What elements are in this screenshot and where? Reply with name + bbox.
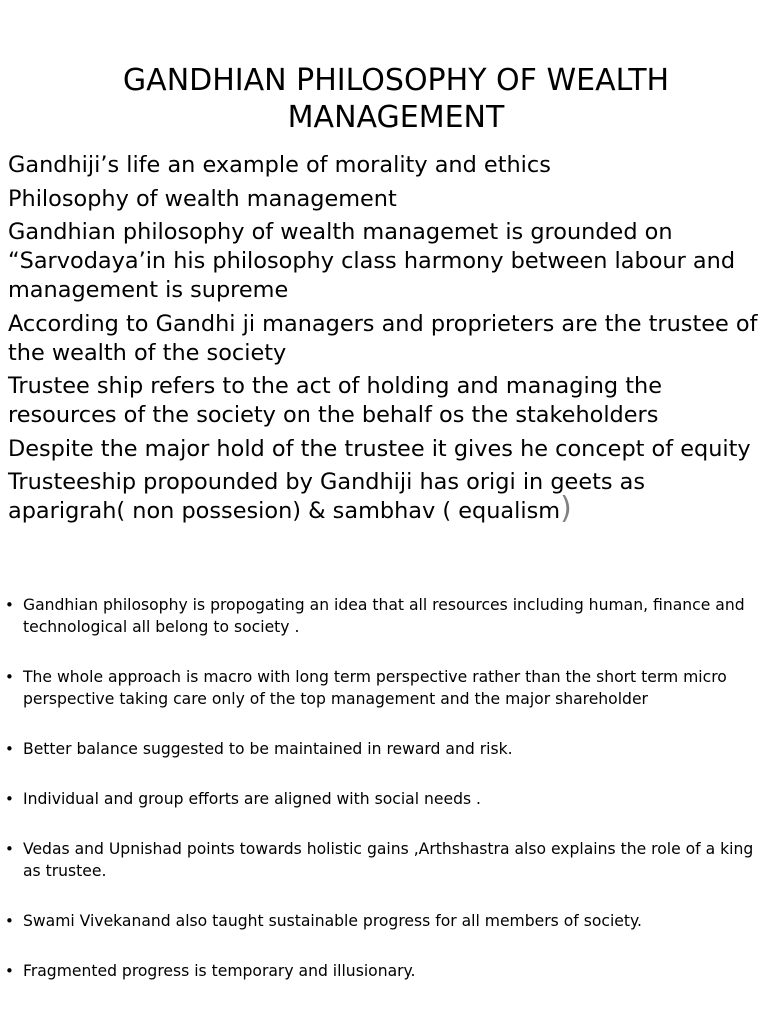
bullet-item <box>5 910 765 932</box>
bullet-dot-icon: • <box>5 790 14 808</box>
main-point: Gandhian philosophy of wealth managemet is grounded on “Sarvodaya’in his philosophy class harmony between labour and management is supreme <box>8 219 736 303</box>
slide-title: GANDHIAN PHILOSOPHY OF WEALTH MANAGEMENT <box>122 63 670 135</box>
bullet-dot-icon: • <box>5 596 14 614</box>
bullet-list <box>5 594 765 1010</box>
bullet-text: Gandhian philosophy is propogating an idea that all resources including human, finance and technological all belong to society . <box>23 596 745 636</box>
bullet-text: Better balance suggested to be maintained in reward and risk. <box>23 740 513 758</box>
main-point: Despite the major hold of the trustee it gives he concept of equity <box>8 435 751 462</box>
bullet-item <box>5 838 765 882</box>
bullet-item <box>5 738 765 760</box>
bullet-dot-icon: • <box>5 668 14 686</box>
main-point: According to Gandhi ji managers and proprieters are the trustee of the wealth of the society <box>8 310 758 366</box>
main-point: Gandhiji’s life an example of morality and ethics <box>8 152 551 178</box>
bullet-item <box>5 960 765 982</box>
main-point: Philosophy of wealth management <box>8 185 397 212</box>
main-point-text: Trusteeship propounded by Gandhiji has origi in geets as aparigrah( non possesion) & sambhav ( equalism <box>8 469 646 524</box>
bullet-text: Individual and group efforts are aligned with social needs . <box>23 790 482 808</box>
bullet-text: Fragmented progress is temporary and illusionary. <box>23 962 416 980</box>
bullet-dot-icon: • <box>5 740 14 758</box>
bullet-item <box>5 594 765 638</box>
bullet-item <box>5 788 765 810</box>
bullet-text: Vedas and Upnishad points towards holistic gains ,Arthshastra also explains the role of a king as trustee. <box>23 840 754 880</box>
bullet-item <box>5 666 765 710</box>
main-point-last <box>8 468 764 526</box>
bullet-dot-icon: • <box>5 962 14 980</box>
main-points-list <box>8 151 764 531</box>
closing-parenthesis: ) <box>560 491 572 526</box>
bullet-dot-icon: • <box>5 912 14 930</box>
bullet-dot-icon: • <box>5 840 14 858</box>
main-point: Trustee ship refers to the act of holding and managing the resources of the society on the behalf os the stakeholders <box>8 373 662 428</box>
bullet-text: Swami Vivekanand also taught sustainable progress for all members of society. <box>23 912 642 930</box>
bullet-text: The whole approach is macro with long term perspective rather than the short term micro perspective taking care only of the top management and the major shareholder <box>23 668 727 708</box>
